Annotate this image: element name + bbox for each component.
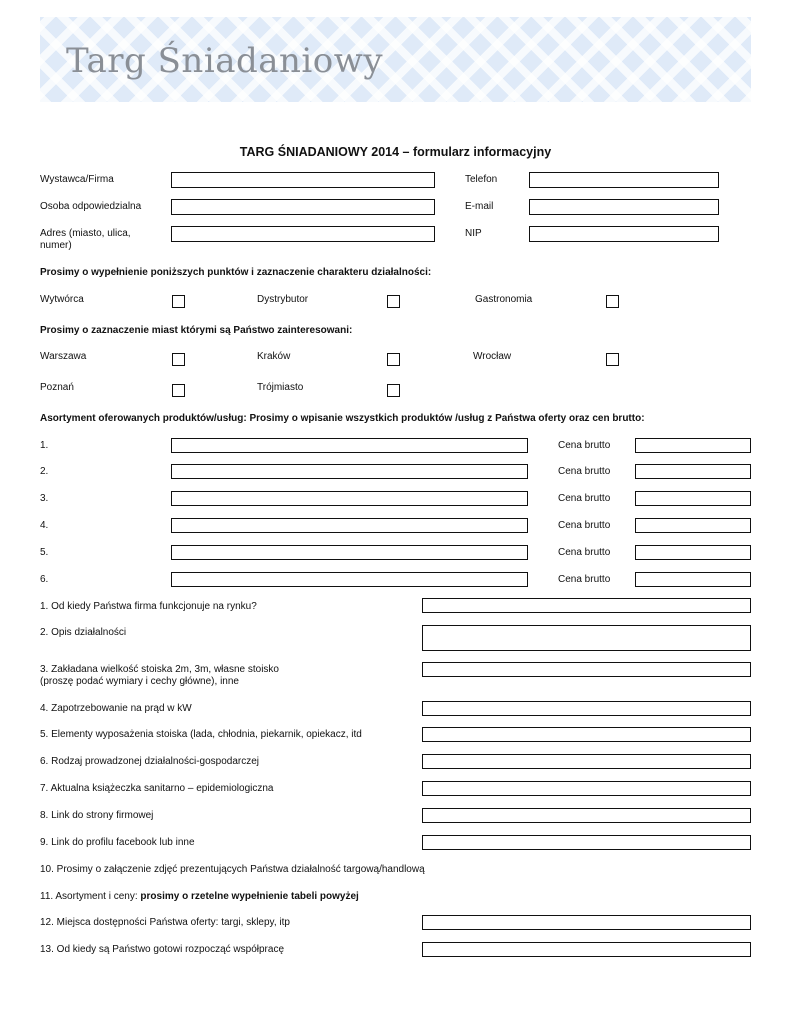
email-field[interactable] [529,199,719,215]
price-field[interactable] [635,491,751,506]
question-13-label: 13. Od kiedy są Państwo gotowi rozpocząć współpracę [40,944,285,955]
product-number: 1. [40,440,49,451]
product-field[interactable] [171,518,528,533]
nip-label: NIP [465,228,482,239]
city-label: Warszawa [40,351,87,362]
activity-option-label: Gastronomia [475,294,533,305]
price-label: Cena brutto [558,440,611,451]
question-3-label-line2: (proszę podać wymiary i cechy główne), inne [40,676,239,687]
form-title: TARG ŚNIADANIOWY 2014 – formularz informacyjny [239,145,552,159]
question-1-label: 1. Od kiedy Państwa firma funkcjonuje na rynku? [40,601,257,612]
price-field[interactable] [635,438,751,453]
question-11-label [40,891,359,903]
address-field[interactable] [171,226,435,242]
question-5-label: 5. Elementy wyposażenia stoiska (lada, chłodnia, piekarnik, opiekacz, itd [40,729,362,740]
price-label: Cena brutto [558,574,611,585]
product-field[interactable] [171,545,528,560]
activity-heading: Prosimy o wypełnienie poniższych punktów i zaznaczenie charakteru działalności: [40,267,432,278]
product-number: 5. [40,547,49,558]
question-11-prefix: 11. Asortyment i ceny: [40,891,141,902]
contact-person-label: Osoba odpowiedzialna [40,201,142,212]
question-10-label: 10. Prosimy o załączenie zdjęć prezentujących Państwa działalność targową/handlową [40,864,425,875]
question-6-field[interactable] [422,754,751,769]
product-field[interactable] [171,464,528,479]
product-number: 3. [40,493,49,504]
activity-option-label: Dystrybutor [257,294,309,305]
price-label: Cena brutto [558,547,611,558]
city-checkbox-trojmiasto[interactable] [387,384,400,397]
address-label-line1: Adres (miasto, ulica, [40,228,131,239]
city-label: Poznań [40,382,74,393]
email-label: E-mail [465,201,494,212]
price-field[interactable] [635,545,751,560]
question-12-label: 12. Miejsca dostępności Państwa oferty: targi, sklepy, itp [40,917,290,928]
question-3-field[interactable] [422,662,751,677]
price-field[interactable] [635,464,751,479]
price-field[interactable] [635,518,751,533]
question-11-emphasis: prosimy o rzetelne wypełnienie tabeli powyżej [140,891,359,902]
product-field[interactable] [171,438,528,453]
activity-checkbox-producer[interactable] [172,295,185,308]
exhibitor-label: Wystawca/Firma [40,174,114,185]
phone-field[interactable] [529,172,719,188]
city-checkbox-wroclaw[interactable] [606,353,619,366]
question-4-field[interactable] [422,701,751,716]
question-2-label: 2. Opis działalności [40,627,127,638]
banner-logo-title: Targ Śniadaniowy [66,41,384,81]
question-7-label: 7. Aktualna książeczka sanitarno – epidemiologiczna [40,783,274,794]
city-checkbox-warszawa[interactable] [172,353,185,366]
price-label: Cena brutto [558,520,611,531]
question-4-label: 4. Zapotrzebowanie na prąd w kW [40,703,192,714]
price-label: Cena brutto [558,466,611,477]
product-field[interactable] [171,572,528,587]
activity-checkbox-gastronomy[interactable] [606,295,619,308]
question-8-field[interactable] [422,808,751,823]
contact-person-field[interactable] [171,199,435,215]
question-6-label: 6. Rodzaj prowadzonej działalności-gospodarczej [40,756,260,767]
price-field[interactable] [635,572,751,587]
address-label-line2: numer) [40,240,72,251]
question-12-field[interactable] [422,915,751,930]
question-9-label: 9. Link do profilu facebook lub inne [40,837,195,848]
product-number: 6. [40,574,49,585]
city-checkbox-poznan[interactable] [172,384,185,397]
question-8-label: 8. Link do strony firmowej [40,810,154,821]
question-1-field[interactable] [422,598,751,613]
city-label: Wrocław [473,351,512,362]
question-3-label-line1: 3. Zakładana wielkość stoiska 2m, 3m, własne stoisko [40,664,279,675]
product-number: 4. [40,520,49,531]
question-5-field[interactable] [422,727,751,742]
city-label: Trójmiasto [257,382,304,393]
assortment-heading: Asortyment oferowanych produktów/usług: Prosimy o wpisanie wszystkich produktów /usług z Państwa oferty oraz cen brutto: [40,413,645,424]
question-13-field[interactable] [422,942,751,957]
activity-option-label: Wytwórca [40,294,84,305]
price-label: Cena brutto [558,493,611,504]
product-field[interactable] [171,491,528,506]
header-banner [40,17,751,102]
cities-heading: Prosimy o zaznaczenie miast którymi są Państwo zainteresowani: [40,325,353,336]
activity-checkbox-distributor[interactable] [387,295,400,308]
question-7-field[interactable] [422,781,751,796]
product-number: 2. [40,466,49,477]
exhibitor-field[interactable] [171,172,435,188]
question-9-field[interactable] [422,835,751,850]
nip-field[interactable] [529,226,719,242]
city-label: Kraków [257,351,291,362]
phone-label: Telefon [465,174,498,185]
city-checkbox-krakow[interactable] [387,353,400,366]
question-2-field[interactable] [422,625,751,651]
